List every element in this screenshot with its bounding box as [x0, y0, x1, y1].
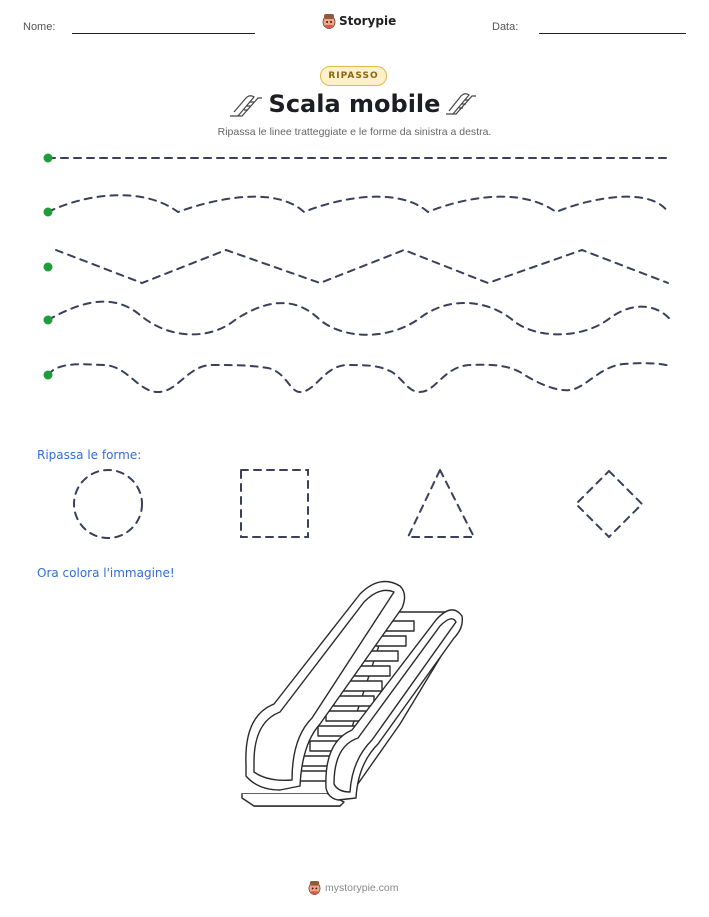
trace-line-gentle-wave[interactable]: [48, 195, 668, 212]
shapes-section-label: Ripassa le forme:: [37, 448, 142, 462]
instructions: Ripassa le linee tratteggiate e le forme da sinistra a destra.: [217, 126, 492, 138]
brand-name: Storypie: [339, 14, 397, 28]
trace-shape-circle[interactable]: [74, 470, 142, 538]
start-dot: [44, 371, 53, 380]
trace-shape-triangle[interactable]: [408, 470, 474, 537]
footer-site[interactable]: mystorypie.com: [325, 881, 399, 894]
date-label: Data:: [492, 21, 519, 33]
trace-shape-square[interactable]: [241, 470, 308, 537]
review-badge: RIPASSO: [320, 66, 387, 86]
trace-shape-diamond[interactable]: [576, 471, 642, 537]
trace-line-zigzag[interactable]: [56, 250, 668, 283]
name-label: Nome:: [23, 21, 56, 33]
tracing-shapes: [0, 460, 709, 550]
start-dot: [44, 263, 53, 272]
escalator-coloring-picture[interactable]: [240, 576, 470, 806]
start-dot: [44, 316, 53, 325]
trace-line-wave[interactable]: [48, 302, 672, 335]
storypie-mascot-icon: [308, 880, 321, 895]
page-title: Scala mobile: [268, 90, 441, 118]
tracing-lines: [0, 0, 709, 420]
start-dot: [44, 154, 53, 163]
trace-line-rounded-wave[interactable]: [48, 363, 670, 392]
footer: [308, 880, 399, 895]
start-dot: [44, 208, 53, 217]
color-section-label: Ora colora l'immagine!: [37, 566, 175, 580]
